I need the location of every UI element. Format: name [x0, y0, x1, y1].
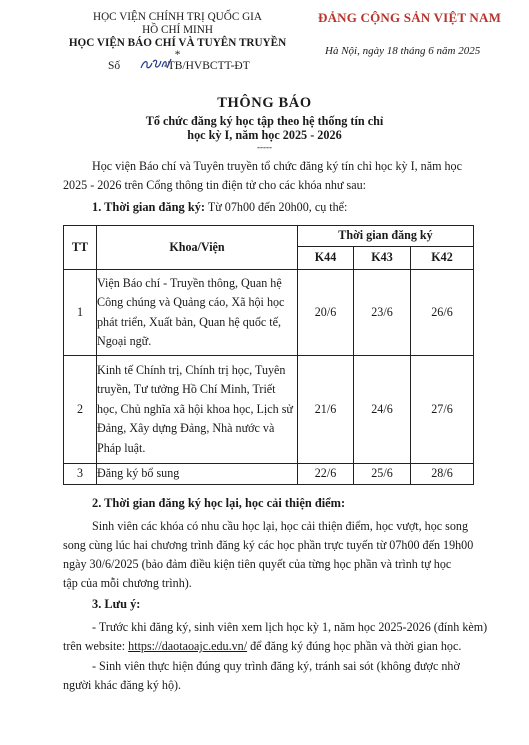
date-line: Hà Nội, ngày 18 tháng 6 năm 2025: [325, 45, 481, 57]
column-header-time: Thời gian đăng ký: [298, 226, 474, 247]
org-line-1: HỌC VIỆN CHÍNH TRỊ QUỐC GIA: [93, 11, 262, 23]
row-k44: 20/6: [298, 270, 354, 356]
column-header-k42: K42: [411, 247, 474, 270]
note-2-line-1: - Sinh viên thực hiện đúng quy trình đăng ký, tránh sai sót (không được nhờ: [92, 659, 460, 673]
doc-no-prefix: Số: [108, 60, 121, 72]
row-faculty: Kinh tế Chính trị, Chính trị học, Tuyên truyền, Tư tưởng Hồ Chí Minh, Triết học, Chủ nghĩa xã hội khoa học, Lịch sử Đảng, Xây dựng Đảng, Nhà nước và Pháp luật.: [97, 356, 298, 464]
page-title: THÔNG BÁO: [217, 95, 312, 111]
note-1-suffix: để đăng ký đúng học phần và thời gian học.: [247, 639, 462, 653]
table-row: [64, 464, 474, 485]
row-tt: 1: [64, 270, 97, 356]
section-2-line-4: tập của mỗi chương trình).: [63, 576, 192, 590]
column-header-k43: K43: [354, 247, 411, 270]
org-line-3: HỌC VIỆN BÁO CHÍ VÀ TUYÊN TRUYỀN: [68, 37, 287, 49]
row-k43: 23/6: [354, 270, 411, 356]
website-link[interactable]: https://daotaoajc.edu.vn/: [128, 639, 248, 653]
row-faculty: Đăng ký bổ sung: [97, 464, 298, 485]
row-tt: 3: [64, 464, 97, 485]
doc-no-suffix: -TB/HVBCTT-ĐT: [163, 60, 250, 72]
section-3-heading: 3. Lưu ý:: [92, 597, 141, 611]
row-k43: 25/6: [354, 464, 411, 485]
title-dashes: -----: [257, 142, 272, 152]
title-line-2: học kỳ I, năm học 2025 - 2026: [187, 128, 342, 142]
row-k43: 24/6: [354, 356, 411, 464]
note-1-line-2: [63, 637, 461, 656]
document-number: [108, 60, 250, 72]
row-faculty: Viện Báo chí - Truyền thông, Quan hệ Công chúng và Quảng cáo, Xã hội học phát triển, Xuất bản, Quan hệ quốc tế, Ngoại ngữ.: [97, 270, 298, 356]
section-2-heading: 2. Thời gian đăng ký học lại, học cải thiện điểm:: [92, 496, 346, 510]
registration-table: [63, 225, 474, 485]
note-1-line-1: - Trước khi đăng ký, sinh viên xem lịch học kỳ 1, năm học 2025-2026 (đính kèm): [92, 620, 488, 634]
title-block: [0, 95, 529, 152]
title-line-1: Tổ chức đăng ký học tập theo hệ thống tín chỉ: [145, 114, 384, 128]
row-k42: 27/6: [411, 356, 474, 464]
org-line-2: HỒ CHÍ MINH: [142, 24, 213, 36]
column-header-faculty: Khoa/Viện: [97, 226, 298, 270]
row-k44: 22/6: [298, 464, 354, 485]
intro-line-1: Học viện Báo chí và Tuyên truyền tổ chức đăng ký tín chỉ học kỳ I, năm học: [92, 159, 462, 173]
handwritten-number-icon: [140, 57, 173, 71]
row-k42: 26/6: [411, 270, 474, 356]
row-k44: 21/6: [298, 356, 354, 464]
section-2-line-2: song cùng lúc hai chương trình đăng ký các học phần trực tuyến từ 07h00 đến 19h00: [63, 538, 474, 552]
table-row: [64, 356, 474, 464]
org-header: [55, 11, 300, 60]
row-k42: 28/6: [411, 464, 474, 485]
note-2-line-2: người khác đăng ký hộ).: [63, 678, 182, 692]
row-tt: 2: [64, 356, 97, 464]
table-header-row: [64, 226, 474, 247]
org-star: *: [174, 49, 181, 61]
section-2-line-3: ngày 30/6/2025 (bảo đảm điều kiện tiên quyết của từng học phần và trình tự học: [63, 557, 452, 571]
column-header-tt: TT: [64, 226, 97, 270]
party-name: ĐẢNG CỘNG SẢN VIỆT NAM: [318, 10, 502, 25]
table-row: [64, 270, 474, 356]
note-1-prefix: trên website:: [63, 639, 129, 653]
section-2-line-1: Sinh viên các khóa có nhu cầu học lại, học cải thiện điểm, học vượt, học song: [92, 519, 468, 533]
column-header-k44: K44: [298, 247, 354, 270]
section-1-text: Từ 07h00 đến 20h00, cụ thể:: [205, 200, 348, 214]
section-1-title: 1. Thời gian đăng ký:: [92, 200, 206, 214]
section-1-heading: [92, 198, 347, 217]
intro-line-2: 2025 - 2026 trên Cổng thông tin điện tử cho các khóa như sau:: [63, 178, 366, 192]
